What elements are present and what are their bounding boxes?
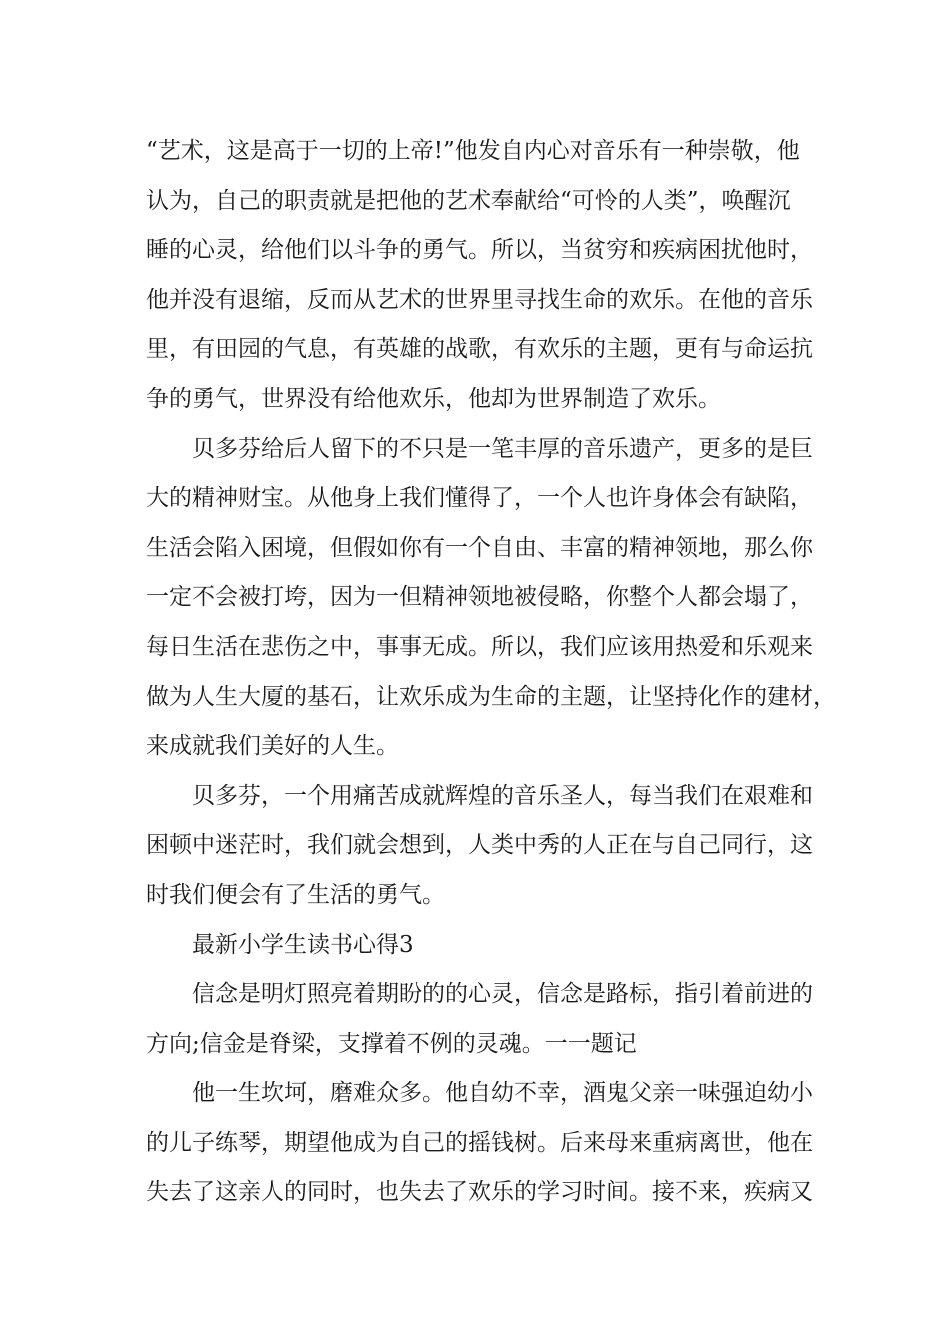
text-line: 每日生活在悲伤之中，事事无成。所以，我们应该用热爱和乐观来 <box>146 633 813 660</box>
text-line: 生活会陷入困境，但假如你有一个自由、丰富的精神领地，那么你 <box>146 534 813 561</box>
text-line: “艺术，这是高于一切的上帝!”他发自内心对音乐有一种崇敬，他 <box>146 138 800 164</box>
text-line: 他并没有退缩，反而从艺术的世界里寻找生命的欢乐。在他的音乐 <box>146 286 813 313</box>
text-line: 时我们便会有了生活的勇气。 <box>146 881 445 908</box>
text-line: 争的勇气，世界没有给他欢乐，他却为世界制造了欢乐。 <box>146 385 721 412</box>
text-line: 里，有田园的气息，有英雄的战歌，有欢乐的主题，更有与命运抗 <box>146 336 813 363</box>
text-line: 贝多芬给后人留下的不只是一笔丰厚的音乐遗产，更多的是巨 <box>192 435 813 462</box>
text-line: 困顿中迷茫时，我们就会想到，人类中秀的人正在与自己同行，这 <box>146 832 813 859</box>
text-line: 方向;信金是脊梁，支撑着不例的灵魂。一一题记 <box>146 1030 637 1057</box>
text-line: 做为人生大厦的基石，让欢乐成为生命的主题，让坚持化作的建材， <box>146 683 836 710</box>
section-heading: 最新小学生读书心得3 <box>192 931 414 958</box>
text-line: 失去了这亲人的同时，也失去了欢乐的学习时间。接不来，疾病又 <box>146 1179 813 1206</box>
text-line: 睡的心灵，给他们以斗争的勇气。所以，当贫穷和疾病困扰他时， <box>146 237 813 264</box>
text-line: 贝多芬，一个用痛苦成就辉煌的音乐圣人，每当我们在艰难和 <box>192 782 813 809</box>
text-line: 认为，自己的职责就是把他的艺术奉献给“可怜的人类”，唤醒沉 <box>146 187 791 214</box>
body-text <box>146 127 836 1218</box>
text-line: 他一生坎坷，磨难众多。他自幼不幸，酒鬼父亲一味强迫幼小 <box>192 1080 813 1107</box>
text-line: 来成就我们美好的人生。 <box>146 733 399 760</box>
text-line: 的儿子练琴，期望他成为自己的摇钱树。后来母来重病离世，他在 <box>146 1129 813 1156</box>
text-line: 一定不会被打垮，因为一但精神领地被侵略，你整个人都会塌了， <box>146 584 813 611</box>
text-line: 大的精神财宝。从他身上我们懂得了，一个人也许身体会有缺陷， <box>146 485 813 512</box>
text-line: 信念是明灯照亮着期盼的的心灵，信念是路标，指引着前进的 <box>192 981 813 1008</box>
